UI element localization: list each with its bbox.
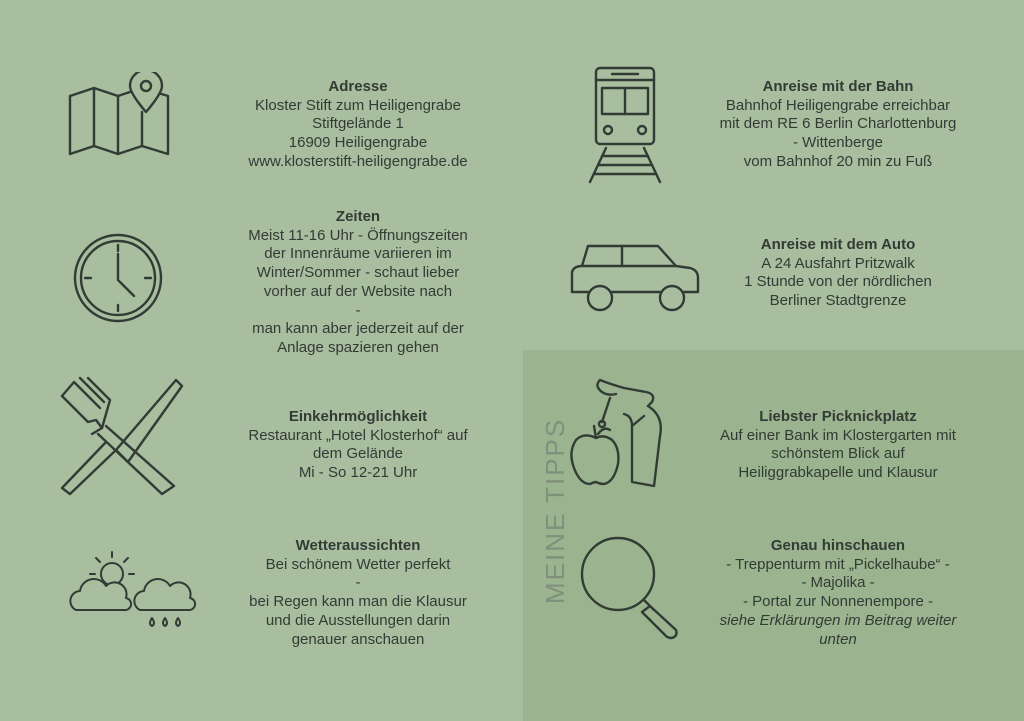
train-title: Anreise mit der Bahn bbox=[762, 78, 914, 95]
train-line: vom Bahnhof 20 min zu Fuß bbox=[743, 152, 933, 170]
food-line: Mi - So 12-21 Uhr bbox=[298, 464, 418, 482]
hours-line: Meist 11-16 Uhr - Öffnungszeiten bbox=[248, 226, 468, 244]
car-icon bbox=[566, 242, 702, 314]
address-block bbox=[216, 78, 500, 172]
look-line: - Portal zur Nonnenempore - bbox=[742, 593, 934, 611]
car-line: 1 Stunde von der nördlichen bbox=[744, 273, 932, 291]
hours-title: Zeiten bbox=[335, 208, 381, 225]
look-note: siehe Erklärungen im Beitrag weiter bbox=[719, 611, 957, 629]
picnic-line: Heiliggrabkapelle und Klausur bbox=[738, 464, 938, 482]
food-line: dem Gelände bbox=[312, 445, 404, 463]
hours-line: vorher auf der Website nach bbox=[263, 282, 453, 300]
train-line: Bahnhof Heiligengrabe erreichbar bbox=[725, 96, 951, 114]
hours-block bbox=[216, 208, 500, 358]
weather-icon bbox=[66, 546, 198, 632]
look-title: Genau hinschauen bbox=[770, 537, 906, 554]
car-block bbox=[688, 236, 988, 311]
picnic-block bbox=[688, 408, 988, 483]
fork-knife-icon bbox=[58, 376, 184, 498]
map-pin-icon bbox=[66, 72, 172, 158]
address-title: Adresse bbox=[328, 78, 388, 95]
hours-line: - bbox=[355, 301, 361, 319]
train-icon bbox=[586, 64, 666, 184]
look-line: - Majolika - bbox=[801, 574, 875, 592]
weather-block bbox=[216, 537, 500, 649]
train-line: mit dem RE 6 Berlin Charlottenburg bbox=[719, 115, 957, 133]
weather-line: - bbox=[355, 574, 361, 592]
address-line: Stiftgelände 1 bbox=[312, 115, 404, 133]
address-line: Kloster Stift zum Heiligengrabe bbox=[255, 96, 461, 114]
weather-line: genauer anschauen bbox=[291, 630, 425, 648]
picnic-line: schönstem Blick auf bbox=[771, 445, 905, 463]
clock-icon bbox=[72, 232, 164, 324]
food-block bbox=[216, 408, 500, 483]
picnic-line: Auf einer Bank im Klostergarten mit bbox=[720, 426, 956, 444]
picnic-icon bbox=[566, 376, 670, 492]
car-line: Berliner Stadtgrenze bbox=[769, 292, 907, 310]
hours-line: Winter/Sommer - schaut lieber bbox=[256, 264, 460, 282]
tipps-label: MEINE TIPPS bbox=[540, 417, 570, 604]
look-line: - Treppenturm mit „Pickelhaube“ - bbox=[726, 555, 950, 573]
address-line: 16909 Heiligengrabe bbox=[288, 134, 428, 152]
magnifier-icon bbox=[578, 534, 682, 640]
weather-line: Bei schönem Wetter perfekt bbox=[265, 555, 451, 573]
car-line: A 24 Ausfahrt Pritzwalk bbox=[761, 254, 915, 272]
picnic-title: Liebster Picknickplatz bbox=[759, 408, 917, 425]
address-website: www.klosterstift-heiligengrabe.de bbox=[248, 152, 468, 170]
car-title: Anreise mit dem Auto bbox=[760, 236, 916, 253]
hours-line: man kann aber jederzeit auf der bbox=[252, 320, 464, 338]
look-note: unten bbox=[819, 630, 857, 648]
train-line: - Wittenberge bbox=[792, 134, 884, 152]
weather-line: und die Ausstellungen darin bbox=[265, 611, 451, 629]
hours-line: Anlage spazieren gehen bbox=[277, 338, 439, 356]
hours-line: der Innenräume variieren im bbox=[264, 245, 452, 263]
weather-title: Wetteraussichten bbox=[295, 537, 421, 554]
train-block bbox=[688, 78, 988, 172]
weather-line: bei Regen kann man die Klausur bbox=[249, 593, 467, 611]
food-line: Restaurant „Hotel Klosterhof“ auf bbox=[248, 426, 468, 444]
food-title: Einkehrmöglichkeit bbox=[288, 408, 428, 425]
look-block bbox=[688, 537, 988, 649]
